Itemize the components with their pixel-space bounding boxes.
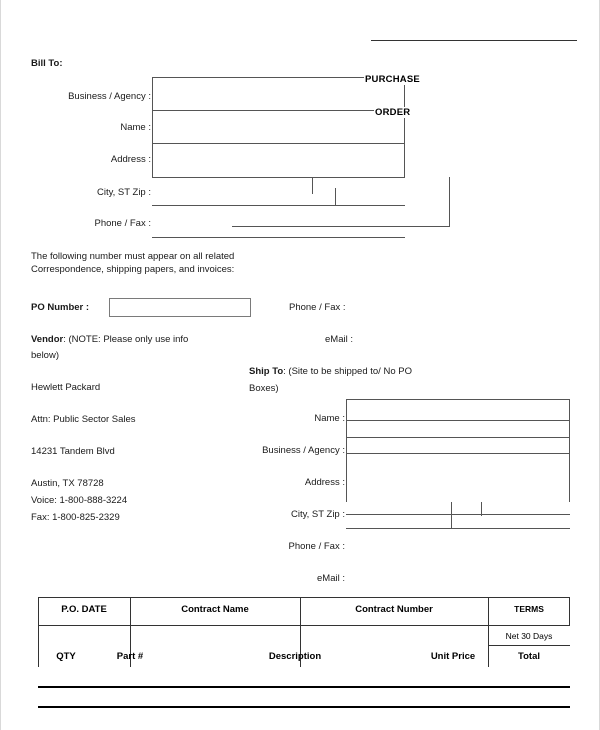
- bill-to-right-border: [404, 77, 405, 177]
- table-header-divider: [38, 625, 570, 626]
- table-items-header-total: Total: [518, 651, 540, 662]
- ship-to-label-name: Name :: [314, 413, 345, 424]
- table-header-contract-name: Contract Name: [181, 604, 249, 615]
- bill-to-label-name: Name :: [120, 122, 151, 133]
- notice-line-2: Correspondence, shipping papers, and invoices:: [31, 264, 235, 275]
- vendor-fax: Fax: 1-800-825-2329: [31, 512, 120, 523]
- ship-to-city-underline: [346, 528, 570, 529]
- ship-to-label-address: Address :: [304, 477, 345, 488]
- ship-to-heading-rest: : (Site to be shipped to/ No PO: [283, 366, 412, 377]
- ship-to-right-border: [569, 399, 570, 502]
- table-items-header-unit-price: Unit Price: [430, 651, 476, 662]
- bill-to-input-business[interactable]: [153, 78, 403, 109]
- bill-to-heading: Bill To:: [31, 58, 63, 69]
- ship-to-label-business: Business / Agency :: [262, 445, 345, 456]
- table-header-terms: TERMS: [514, 604, 544, 614]
- table-header-contract-number: Contract Number: [355, 604, 433, 615]
- bill-to-phone-right-border: [449, 177, 450, 226]
- ship-to-input-business[interactable]: [347, 438, 569, 452]
- vendor-heading-line2: below): [31, 350, 59, 361]
- table-bottom-rule-2: [38, 706, 570, 708]
- bill-to-label-address: Address :: [110, 154, 151, 165]
- table-item-row-1[interactable]: [38, 688, 570, 706]
- bill-to-input-name[interactable]: [153, 111, 403, 142]
- ship-to-label-email: eMail :: [317, 573, 345, 584]
- ship-to-input-email[interactable]: [347, 567, 569, 583]
- ship-to-row-divider-1: [346, 420, 570, 421]
- po-number-input[interactable]: [109, 298, 251, 317]
- po-phone-fax-label: Phone / Fax :: [289, 302, 346, 313]
- table-items-header-part: Part #: [116, 651, 144, 662]
- bill-to-label-business: Business / Agency :: [68, 91, 151, 102]
- ship-to-label-city: City, ST Zip :: [290, 509, 345, 520]
- table-top-border: [38, 597, 570, 598]
- ship-to-input-address[interactable]: [347, 454, 569, 501]
- vendor-street: 14231 Tandem Blvd: [31, 446, 115, 457]
- bill-to-input-phone[interactable]: [153, 206, 403, 236]
- vendor-voice: Voice: 1-800-888-3224: [31, 495, 128, 506]
- po-email-label: eMail :: [325, 334, 353, 345]
- bill-to-input-address[interactable]: [153, 144, 403, 176]
- purchase-order-title-line2: ORDER: [375, 107, 411, 118]
- table-terms-value: Net 30 Days: [505, 631, 553, 641]
- ship-to-heading: [249, 366, 412, 378]
- table-header-po-date: P.O. DATE: [61, 604, 107, 615]
- bill-to-label-city: City, ST Zip :: [96, 187, 151, 198]
- table-items-header-description: Description: [268, 651, 322, 662]
- ship-to-input-city[interactable]: [347, 515, 569, 528]
- vendor-heading-bold: Vendor: [31, 334, 64, 345]
- ship-to-heading-bold: Ship To: [249, 366, 284, 377]
- vendor-city-state-zip: Austin, TX 78728: [31, 478, 104, 489]
- vendor-heading: [31, 334, 188, 346]
- vendor-heading-rest: : (NOTE: Please only use info: [63, 334, 189, 345]
- table-terms-divider: [488, 645, 570, 646]
- bill-to-phone-underline: [152, 237, 405, 238]
- bill-to-input-city[interactable]: [153, 178, 403, 204]
- vendor-company: Hewlett Packard: [31, 382, 101, 393]
- purchase-order-title-line1: PURCHASE: [365, 74, 420, 85]
- ship-to-heading-line2: Boxes): [249, 383, 279, 394]
- ship-to-input-phone[interactable]: [347, 535, 569, 551]
- table-items-header-qty: QTY: [56, 651, 76, 662]
- bill-to-label-phone: Phone / Fax :: [94, 218, 151, 229]
- ship-to-label-phone: Phone / Fax :: [288, 541, 345, 552]
- vendor-attn: Attn: Public Sector Sales: [31, 414, 136, 425]
- po-number-label: PO Number :: [31, 302, 90, 313]
- notice-line-1: The following number must appear on all related: [31, 251, 235, 262]
- top-right-rule: [371, 40, 577, 41]
- ship-to-input-name[interactable]: [347, 400, 569, 419]
